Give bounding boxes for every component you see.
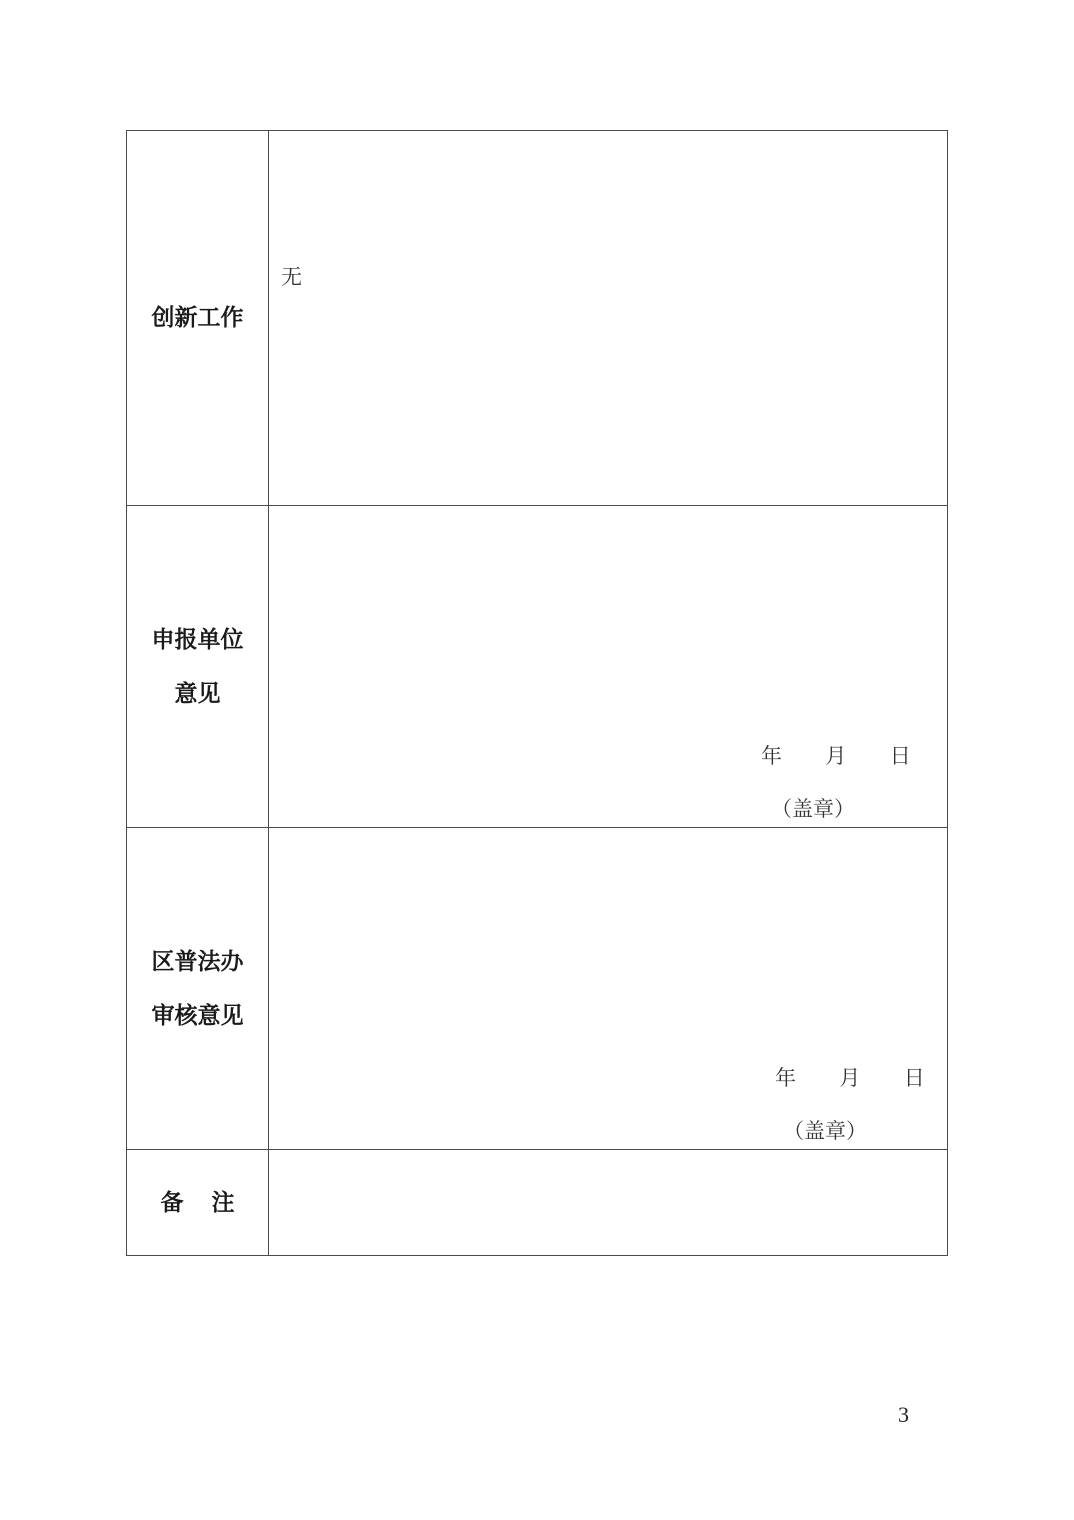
label-line: 申报单位 (151, 626, 244, 653)
label-line: 审核意见 (151, 1002, 244, 1029)
label-line: 意见 (174, 680, 221, 707)
label-innovation-work (127, 131, 269, 506)
row-remark (127, 1150, 948, 1256)
row-district-review (127, 828, 948, 1150)
date-line (761, 740, 911, 770)
content-district-review (269, 828, 948, 1150)
day-label: 日 (903, 1066, 925, 1090)
stamp-label: （盖章） (771, 797, 855, 821)
month-label: 月 (825, 744, 847, 768)
label-line: 创新工作 (151, 305, 244, 331)
row-applicant-opinion (127, 506, 948, 828)
page-number: 3 (898, 1402, 909, 1427)
label-applicant-opinion (127, 506, 269, 828)
date-line (775, 1062, 925, 1092)
content-applicant-opinion (269, 506, 948, 828)
content-innovation-work (269, 131, 948, 506)
year-label: 年 (761, 744, 782, 768)
label-remark (127, 1150, 269, 1256)
label-district-review (127, 828, 269, 1150)
day-label: 日 (889, 744, 911, 768)
row-innovation-work (127, 131, 948, 506)
application-form-table (126, 130, 948, 1256)
content-remark (269, 1150, 948, 1256)
label-line: 备注 (160, 1189, 263, 1216)
innovation-work-text: 无 (281, 265, 302, 289)
stamp-label: （盖章） (783, 1119, 867, 1143)
month-label: 月 (839, 1066, 861, 1090)
label-line: 区普法办 (151, 948, 244, 975)
year-label: 年 (775, 1066, 796, 1090)
